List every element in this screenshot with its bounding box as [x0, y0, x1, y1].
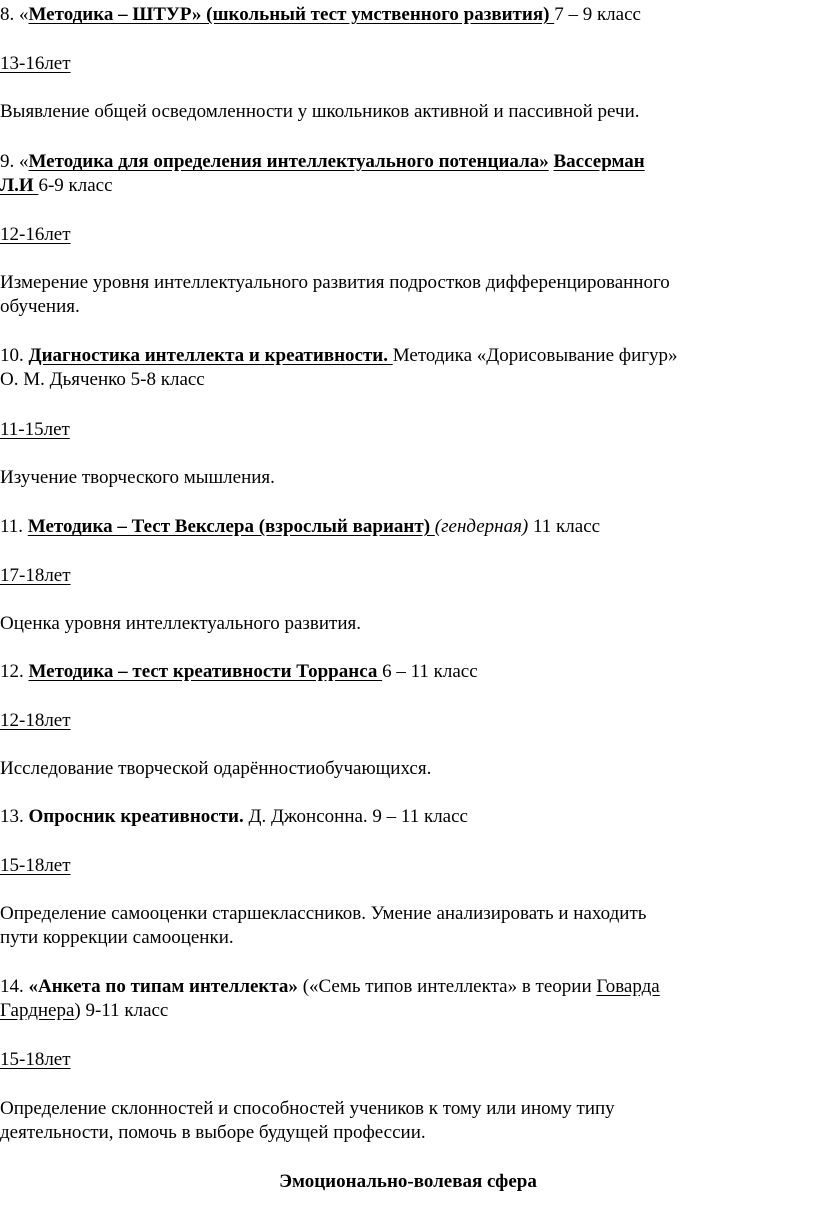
item-10-description: Изучение творческого мышления. [0, 467, 275, 488]
item-grade: 7 – 9 класс [554, 4, 641, 25]
item-8-age: 13-16лет [0, 53, 71, 74]
item-title: Диагностика интеллекта и креативности. [28, 345, 393, 366]
item-number: 11. [0, 516, 24, 537]
item-title: «Анкета по типам интеллекта» [28, 976, 298, 997]
item-grade: 6-9 класс [38, 175, 113, 196]
item-12-heading [0, 660, 478, 683]
item-title: Методика – ШТУР» (школьный тест умственного развития) [28, 4, 555, 25]
item-11-age: 17-18лет [0, 565, 71, 586]
item-method: Методика «Дорисовывание фигур» [392, 345, 678, 366]
item-9-heading-cont [0, 174, 113, 197]
item-10-age: 11-15лет [0, 419, 70, 440]
item-number: 8. [0, 4, 15, 25]
item-12-age: 12-18лет [0, 710, 71, 731]
item-title: Методика – тест креативности Торранса [28, 661, 383, 682]
item-number: 13. [0, 806, 24, 827]
gardner-link[interactable]: Говарда [596, 976, 660, 997]
item-13-description-cont: пути коррекции самооценки. [0, 927, 234, 948]
item-number: 14. [0, 976, 24, 997]
item-number: 12. [0, 661, 24, 682]
item-9-description: Измерение уровня интеллектуального развития подростков дифференцированного [0, 272, 670, 293]
item-8-description: Выявление общей осведомленности у школьников активной и пассивной речи. [0, 101, 640, 122]
gardner-link-cont[interactable]: Гарднера [0, 1000, 75, 1021]
item-quote: « [19, 151, 29, 172]
section-heading: Эмоционально-волевая сфера [279, 1171, 537, 1192]
item-14-description-cont: деятельности, помочь в выборе будущей профессии. [0, 1122, 426, 1143]
item-14-age: 15-18лет [0, 1049, 71, 1070]
item-quote: « [19, 4, 29, 25]
item-11-heading [0, 515, 600, 538]
item-title: Методика для определения интеллектуального потенциала» [28, 151, 549, 172]
item-13-age: 15-18лет [0, 855, 71, 876]
item-note: (гендерная) [434, 516, 529, 537]
item-13-description: Определение самооценки старшеклассников. Умение анализировать и находить [0, 903, 647, 924]
item-author-initials: Л.И [0, 175, 39, 196]
item-14-heading [0, 975, 660, 998]
item-parenthetical: («Семь типов интеллекта» в теории [302, 976, 592, 997]
item-9-age: 12-16лет [0, 224, 71, 245]
item-grade: 6 – 11 класс [382, 661, 478, 682]
item-number: 9. [0, 151, 15, 172]
item-11-description: Оценка уровня интеллектуального развития. [0, 613, 362, 634]
item-number: 10. [0, 345, 24, 366]
item-title: Методика – Тест Векслера (взрослый вариант) [27, 516, 435, 537]
item-author: Вассерман [553, 151, 645, 172]
item-8-heading [0, 3, 641, 26]
item-grade: 11 класс [533, 516, 601, 537]
item-14-heading-cont [0, 999, 168, 1022]
item-10-author-grade: О. М. Дьяченко 5-8 класс [0, 369, 205, 390]
item-9-description-cont: обучения. [0, 296, 80, 317]
item-12-description: Исследование творческой одарённостиобучающихся. [0, 758, 432, 779]
item-author-grade: Д. Джонсонна. 9 – 11 класс [248, 806, 468, 827]
item-9-heading [0, 150, 645, 173]
item-14-description: Определение склонностей и способностей учеников к тому или иному типу [0, 1098, 615, 1119]
item-10-heading [0, 344, 678, 367]
item-title: Опросник креативности. [28, 806, 244, 827]
item-grade: ) 9-11 класс [74, 1000, 169, 1021]
item-13-heading [0, 805, 468, 828]
